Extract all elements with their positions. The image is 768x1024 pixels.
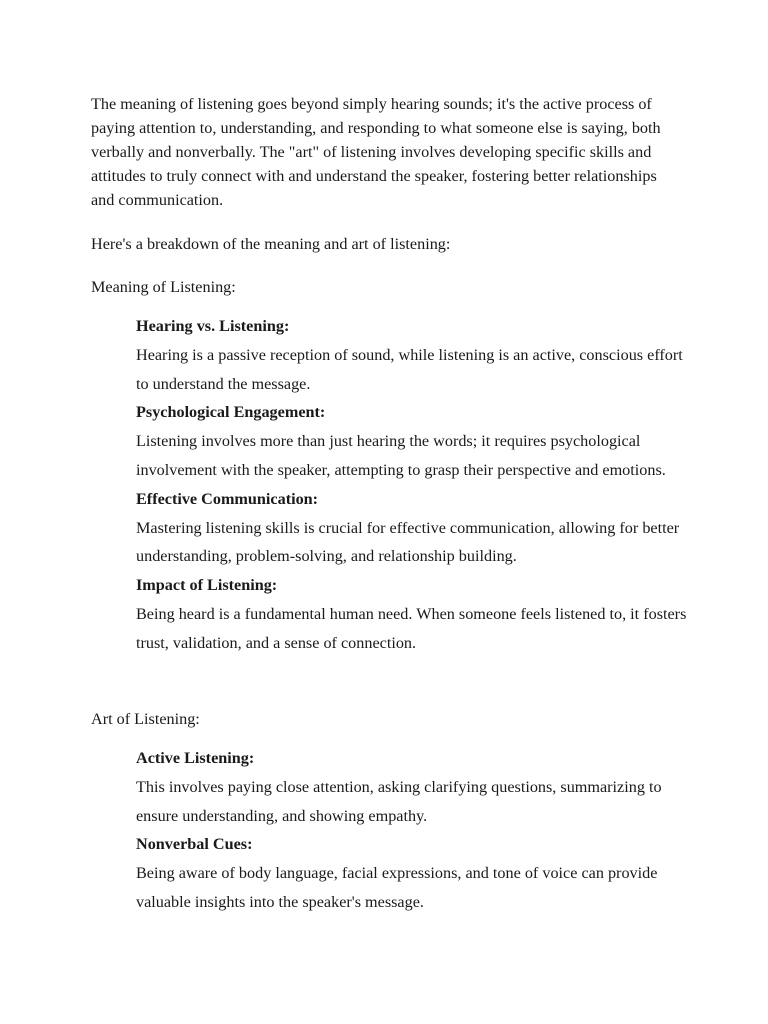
breakdown-line: Here's a breakdown of the meaning and art of listening: bbox=[91, 235, 451, 253]
item-title: Psychological Engagement: bbox=[136, 403, 326, 422]
art-list bbox=[136, 744, 696, 917]
item-text: Hearing is a passive reception of sound, while listening is an active, conscious effort to understand the message. bbox=[136, 345, 683, 393]
meaning-list bbox=[136, 312, 696, 658]
item-text: Listening involves more than just hearing the words; it requires psychological involvement with the speaker, attempting to grasp their perspective and emotions. bbox=[136, 432, 666, 479]
item-title: Hearing vs. Listening: bbox=[136, 317, 290, 335]
meaning-heading: Meaning of Listening: bbox=[91, 278, 236, 296]
list-item bbox=[136, 485, 696, 571]
item-title: Effective Communication: bbox=[136, 489, 319, 508]
item-title: Active Listening: bbox=[136, 749, 255, 767]
list-item bbox=[136, 830, 696, 916]
item-text: Being heard is a fundamental human need. When someone feels listened to, it fosters trust, validation, and a sense of connection. bbox=[136, 604, 687, 652]
item-title: Nonverbal Cues: bbox=[136, 835, 253, 854]
list-item bbox=[136, 398, 696, 484]
item-text: Mastering listening skills is crucial for effective communication, allowing for better understanding, problem-solving, and relationship building. bbox=[136, 518, 680, 566]
list-item bbox=[136, 744, 696, 830]
list-item bbox=[136, 571, 696, 657]
item-text: This involves paying close attention, asking clarifying questions, summarizing to ensure understanding, and showing empathy. bbox=[136, 777, 662, 825]
item-text: Being aware of body language, facial expressions, and tone of voice can provide valuable insights into the speaker's message. bbox=[136, 864, 658, 911]
item-title: Impact of Listening: bbox=[136, 576, 278, 595]
art-heading: Art of Listening: bbox=[91, 710, 200, 728]
intro-paragraph: The meaning of listening goes beyond simply hearing sounds; it's the active process of paying attention to, understanding, and responding to what someone else is saying, both verbally and nonverbally. The "art" of listening involves developing specific skills and attitudes to truly connect with and understand the speaker, fostering better relationships and communication. bbox=[91, 95, 661, 209]
list-item bbox=[136, 312, 696, 398]
